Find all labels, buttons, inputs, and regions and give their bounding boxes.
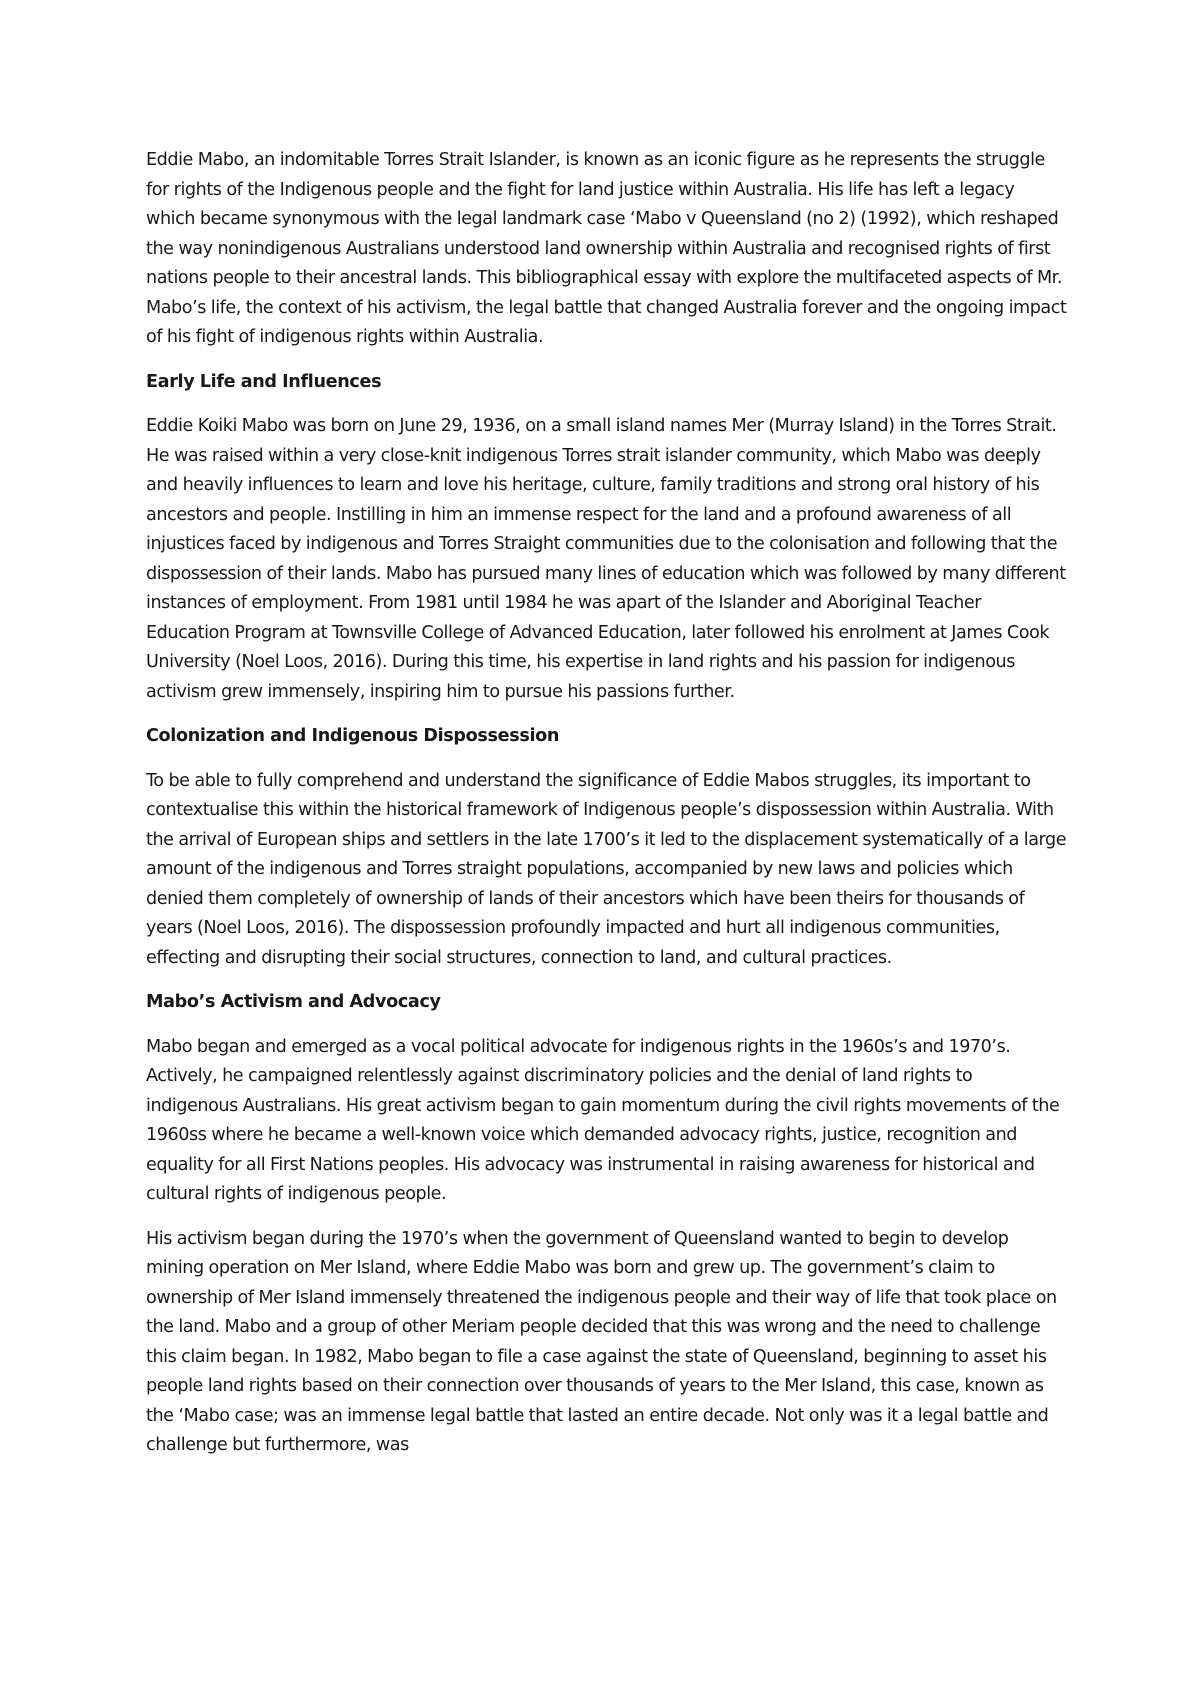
intro-paragraph: Eddie Mabo, an indomitable Torres Strait Islander, is known as an iconic figure as he represents the struggle for rights of the Indigenous people and the fight for land justice within Australia. His life has left a legacy which became synonymous with the legal landmark case ‘Mabo v Queensland (no 2) (1992), which reshaped the way nonindigenous Australians understood land ownership within Australia and recognised rights of first nations people to their ancestral lands. This bibliographical essay with explore the multifaceted aspects of Mr. Mabo’s life, the context of his activism, the legal battle that changed Australia forever and the ongoing impact of his fight of indigenous rights within Australia.	[146, 150, 1067, 347]
section-paragraph: His activism began during the 1970’s when the government of Queensland wanted to begin to develop mining operation on Mer Island, where Eddie Mabo was born and grew up. The government’s claim to ownership of Mer Island immensely threatened the indigenous people and their way of life that took place on the land. Mabo and a group of other Meriam people decided that this was wrong and the need to challenge this claim began. In 1982, Mabo began to file a case against the state of Queensland, beginning to asset his people land rights based on their connection over thousands of years to the Mer Island, this case, known as the ‘Mabo case; was an immense legal battle that lasted an entire decade. Not only was it a legal battle and challenge but furthermore, was	[146, 1228, 1057, 1455]
section-heading-early-life: Early Life and Influences	[146, 371, 382, 392]
section-heading-colonization: Colonization and Indigenous Dispossession	[146, 726, 560, 746]
section-paragraph: Mabo began and emerged as a vocal political advocate for indigenous rights in the 1960s’s and 1970’s. Actively, he campaigned relentlessly against discriminatory policies and the denial of land rights to indigenous Australians. His great activism began to gain momentum during the civil rights movements of the 1960ss where he became a well-known voice which demanded advocacy rights, justice, recognition and equality for all First Nations peoples. His advocacy was instrumental in raising awareness for historical and cultural rights of indigenous people.	[146, 1036, 1060, 1204]
section-paragraph: Eddie Koiki Mabo was born on June 29, 1936, on a small island names Mer (Murray Island) in the Torres Strait. He was raised within a very close-knit indigenous Torres strait islander community, which Mabo was deeply and heavily influences to learn and love his heritage, culture, family traditions and strong oral history of his ancestors and people. Instilling in him an immense respect for the land and a profound awareness of all injustices faced by indigenous and Torres Straight communities due to the colonisation and following that the dispossession of their lands. Mabo has pursued many lines of education which was followed by many different instances of employment. From 1981 until 1984 he was apart of the Islander and Aboriginal Teacher Education Program at Townsville College of Advanced Education, later followed his enrolment at James Cook University (Noel Loos, 2016). During this time, his expertise in land rights and his passion for indigenous activism grew immensely, inspiring him to pursue his passions further.	[146, 416, 1066, 702]
section-heading-activism: Mabo’s Activism and Advocacy	[146, 992, 441, 1012]
document-body	[146, 146, 1068, 1476]
section-paragraph: To be able to fully comprehend and understand the significance of Eddie Mabos struggles, its important to contextualise this within the historical framework of Indigenous people’s dispossession within Australia. With the arrival of European ships and settlers in the late 1700’s it led to the displacement systematically of a large amount of the indigenous and Torres straight populations, accompanied by new laws and policies which denied them completely of ownership of lands of their ancestors which have been theirs for thousands of years (Noel Loos, 2016). The dispossession profoundly impacted and hurt all indigenous communities, effecting and disrupting their social structures, connection to land, and cultural practices.	[146, 770, 1067, 968]
